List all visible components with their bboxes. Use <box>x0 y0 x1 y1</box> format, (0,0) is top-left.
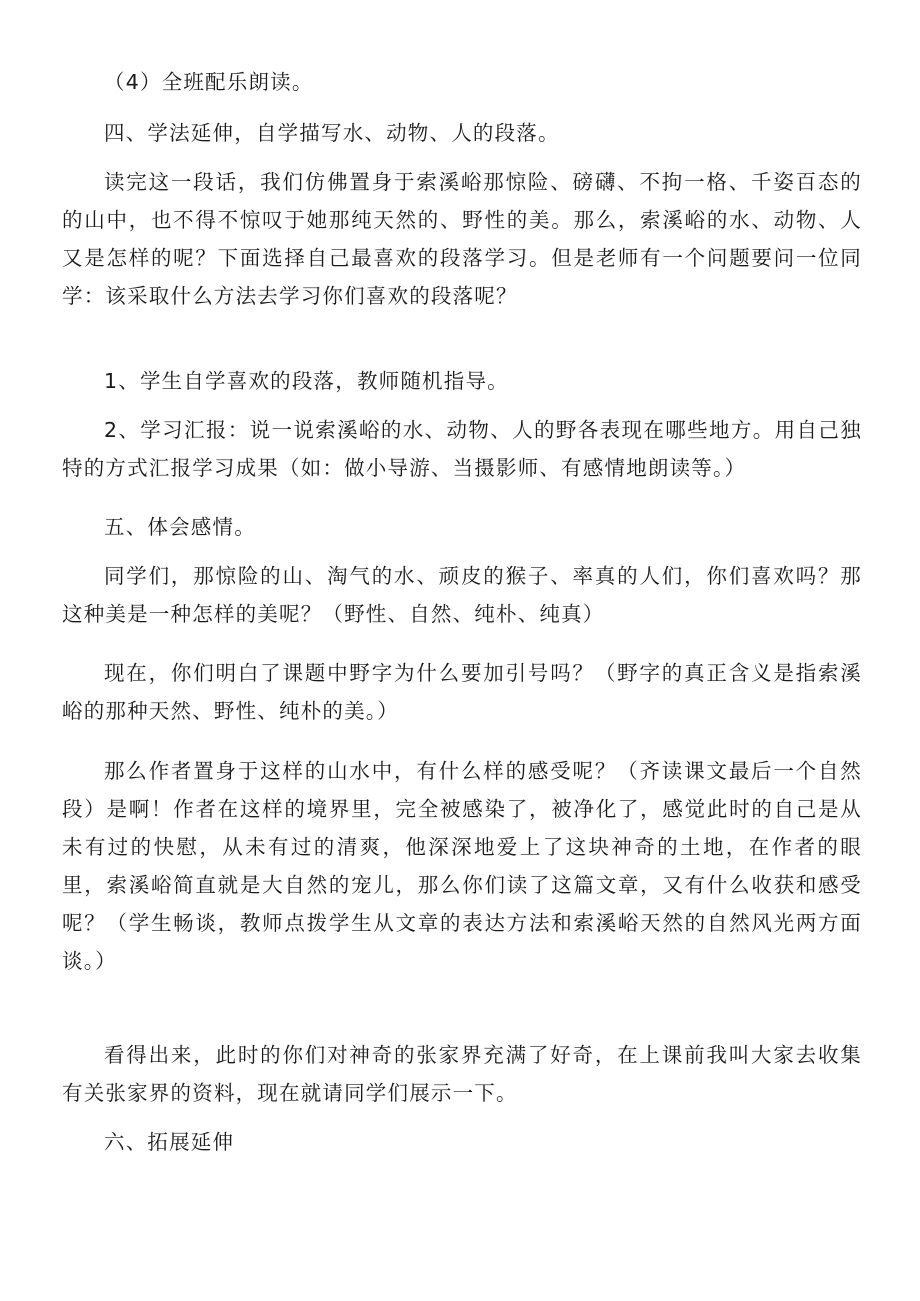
paragraph-intro-questions: 读完这一段话，我们仿佛置身于索溪峪那惊险、磅礴、不拘一格、千姿百态的的山中，也不得不惊叹于她那纯天然的、野性的美。那么，索溪峪的水、动物、人又是怎样的呢？下面选择自己最喜欢的段落学习。但是老师有一个问题要问一位同学：该采取什么方法去学习你们喜欢的段落呢？ <box>62 170 862 308</box>
paragraph-zhangjiajie: 看得出来，此时的你们对神奇的张家界充满了好奇，在上课前我叫大家去收集有关张家界的资料，现在就请同学们展示一下。 <box>62 1043 862 1105</box>
paragraph-author-feelings: 那么作者置身于这样的山水中，有什么样的感受呢？（齐读课文最后一个自然段）是啊！作者在这样的境界里，完全被感染了，被净化了，感觉此时的自己是从未有过的快慰，从未有过的清爽，他深深地爱上了这块神奇的土地，在作者的眼里，索溪峪简直就是大自然的宠儿，那么你们读了这篇文章，又有什么收获和感受呢？（学生畅谈，教师点拨学生从文章的表达方法和索溪峪天然的自然风光两方面谈。） <box>62 759 862 973</box>
heading-section-four: 四、学法延伸，自学描写水、动物、人的段落。 <box>104 121 560 145</box>
paragraph-reading-aloud: （4）全班配乐朗读。 <box>104 70 314 94</box>
paragraph-self-study: 1、学生自学喜欢的段落，教师随机指导。 <box>104 369 509 393</box>
paragraph-report: 2、学习汇报：说一说索溪峪的水、动物、人的野各表现在哪些地方。用自己独特的方式汇报学习成果（如：做小导游、当摄影师、有感情地朗读等。） <box>62 418 862 480</box>
paragraph-beauty-question: 同学们，那惊险的山、淘气的水、顽皮的猴子、率真的人们，你们喜欢吗？那这种美是一种怎样的美呢？（野性、自然、纯朴、纯真） <box>62 564 862 626</box>
heading-section-six: 六、拓展延伸 <box>104 1130 235 1154</box>
heading-section-five: 五、体会感情。 <box>104 515 256 539</box>
paragraph-quote-meaning: 现在，你们明白了课题中野字为什么要加引号吗？（野字的真正含义是指索溪峪的那种天然、野性、纯朴的美。） <box>62 661 862 723</box>
